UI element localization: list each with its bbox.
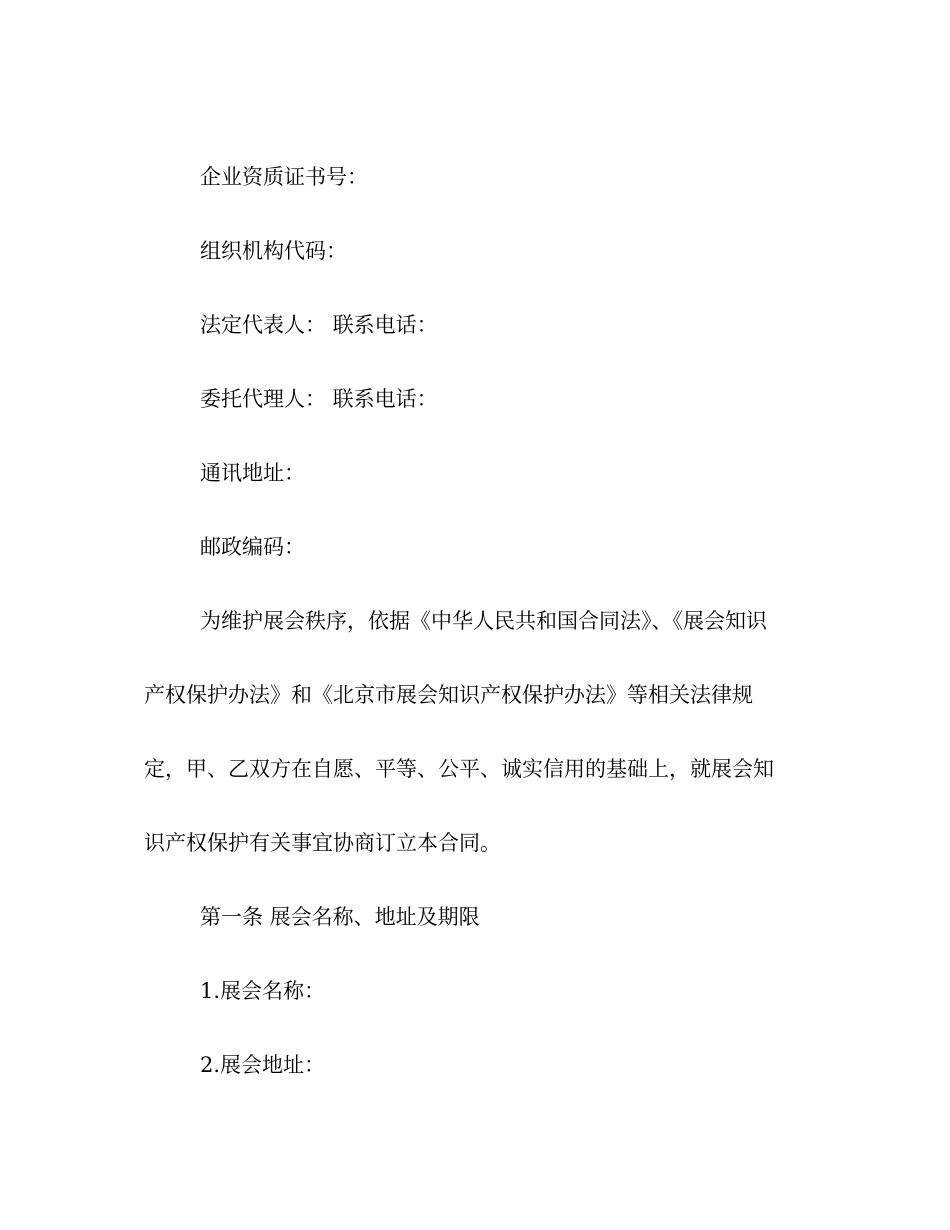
field-legal-representative: 法定代表人： 联系电话：: [200, 313, 438, 337]
article-item-exhibition-address: 2.展会地址：: [200, 1053, 326, 1077]
document-body: [144, 140, 824, 1102]
article-title: 第一条 展会名称、地址及期限: [200, 905, 480, 929]
preamble-line: 定，甲、乙双方在自愿、平等、公平、诚实信用的基础上，就展会知: [144, 757, 774, 781]
field-mailing-address: 通讯地址：: [200, 461, 305, 485]
preamble-line: 识产权保护有关事宜协商订立本合同。: [144, 831, 501, 855]
article-item-exhibition-name: 1.展会名称：: [200, 979, 326, 1003]
preamble-line: 产权保护办法》和《北京市展会知识产权保护办法》等相关法律规: [144, 683, 753, 707]
preamble-line: 为维护展会秩序，依据《中华人民共和国合同法》、《展会知识: [200, 609, 767, 633]
field-qualification-certificate: 企业资质证书号：: [200, 165, 368, 189]
field-organization-code: 组织机构代码：: [200, 239, 347, 263]
field-postal-code: 邮政编码：: [200, 535, 305, 559]
preamble-paragraph: [144, 584, 824, 880]
field-authorized-agent: 委托代理人： 联系电话：: [200, 387, 438, 411]
